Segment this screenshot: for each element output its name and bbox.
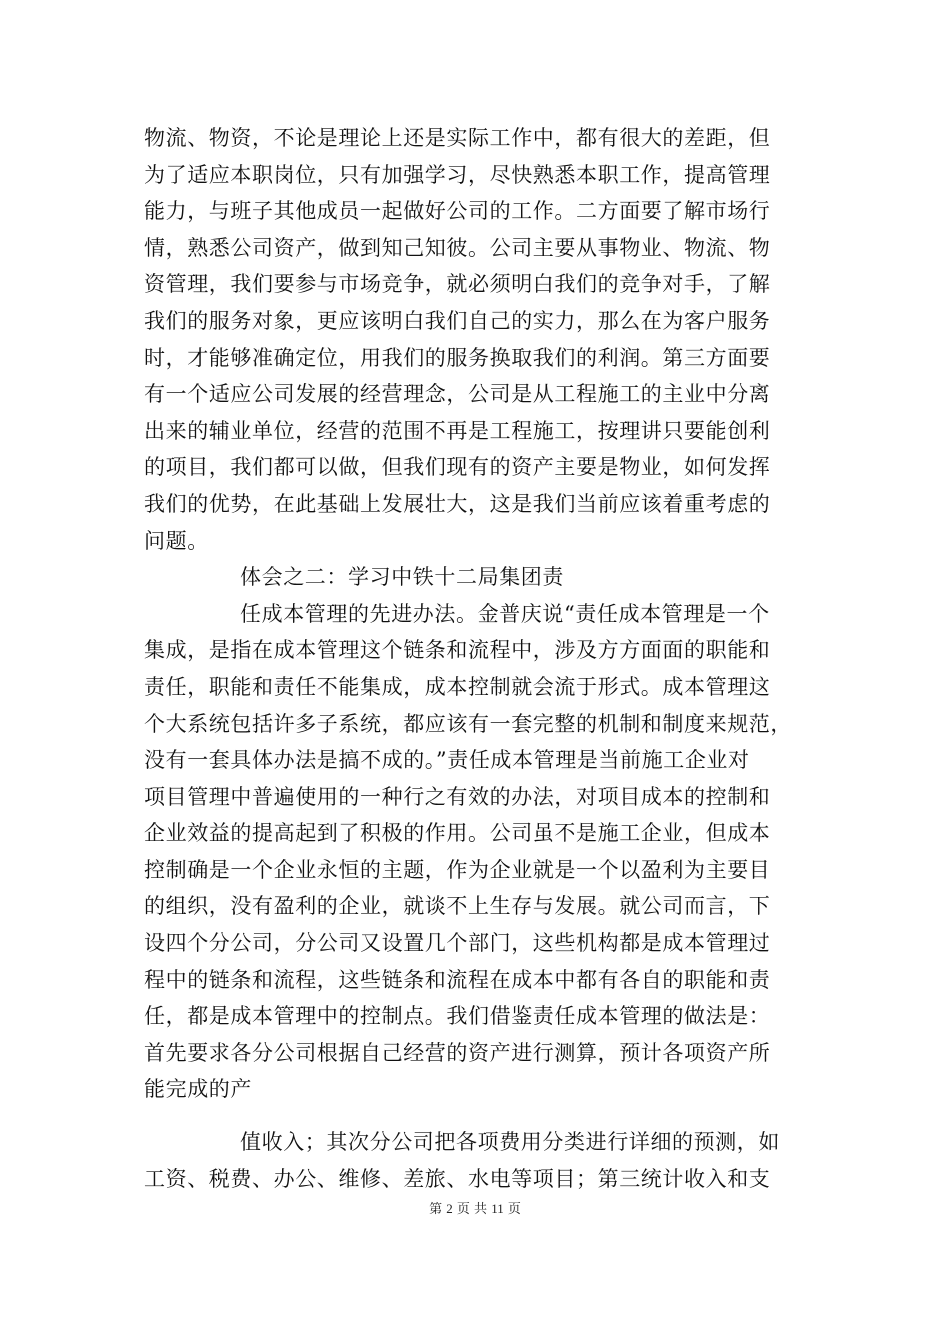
text-line: 责任，职能和责任不能集成，成本控制就会流于形式。成本管理这: [144, 674, 771, 699]
text-line: 情，熟悉公司资产，做到知己知彼。公司主要从事物业、物流、物: [144, 235, 771, 260]
text-line: 的组织，没有盈利的企业，就谈不上生存与发展。就公司而言，下: [144, 894, 771, 919]
section-heading: 体会之二：学习中铁十二局集团责: [240, 565, 564, 590]
text-line: 能力，与班子其他成员一起做好公司的工作。二方面要了解市场行: [144, 199, 771, 224]
text-line: 控制确是一个企业永恒的主题，作为企业就是一个以盈利为主要目: [144, 857, 771, 882]
text-line: 集成，是指在成本管理这个链条和流程中，涉及方方面面的职能和: [144, 638, 771, 663]
text-line: 个大系统包括许多子系统，都应该有一套完整的机制和制度来规范，: [144, 711, 792, 736]
paragraph-3: [144, 1124, 814, 1197]
text-line: 企业效益的提高起到了积极的作用。公司虽不是施工企业，但成本: [144, 821, 771, 846]
total-pages: 11: [491, 1201, 504, 1216]
text-line: 我们的优势，在此基础上发展壮大，这是我们当前应该着重考虑的: [144, 491, 771, 516]
text-line: 设四个分公司，分公司又设置几个部门，这些机构都是成本管理过: [144, 931, 771, 956]
text-line: 首先要求各分公司根据自己经营的资产进行测算，预计各项资产所: [144, 1040, 771, 1065]
text-line: 任成本管理的先进办法。金普庆说“责任成本管理是一个: [240, 601, 770, 626]
text-line: 工资、税费、办公、维修、差旅、水电等项目；第三统计收入和支: [144, 1166, 771, 1191]
text-line: 值收入；其次分公司把各项费用分类进行详细的预测，如: [240, 1130, 780, 1154]
text-line: 有一个适应公司发展的经营理念，公司是从工程施工的主业中分离: [144, 382, 771, 407]
text-line: 出来的辅业单位，经营的范围不再是工程施工，按理讲只要能创利: [144, 418, 771, 443]
text-line: 程中的链条和流程，这些链条和流程在成本中都有各自的职能和责: [144, 967, 771, 992]
footer-suffix: 页: [507, 1202, 521, 1217]
text-line: 任，都是成本管理中的控制点。我们借鉴责任成本管理的做法是：: [144, 1004, 771, 1029]
paragraph-1: [144, 120, 814, 1108]
text-line: 我们的服务对象，更应该明白我们自己的实力，那么在为客户服务: [144, 308, 771, 333]
text-line: 时，才能够准确定位，用我们的服务换取我们的利润。第三方面要: [144, 345, 771, 370]
text-line: 问题。: [144, 528, 209, 553]
text-line: 能完成的产: [144, 1077, 252, 1102]
text-line: 资管理，我们要参与市场竞争，就必须明白我们的竞争对手，了解: [144, 272, 771, 297]
footer-middle: 页 共: [456, 1202, 488, 1217]
text-line: 没有一套具体办法是搞不成的。”责任成本管理是当前施工企业对: [144, 748, 750, 773]
page-number: 2: [446, 1201, 453, 1216]
page-footer: [0, 1198, 950, 1217]
footer-prefix: 第: [429, 1202, 443, 1217]
text-line: 物流、物资，不论是理论上还是实际工作中，都有很大的差距，但: [144, 126, 771, 150]
text-line: 的项目，我们都可以做，但我们现有的资产主要是物业，如何发挥: [144, 455, 771, 480]
text-line: 为了适应本职岗位，只有加强学习，尽快熟悉本职工作，提高管理: [144, 162, 771, 187]
text-line: 项目管理中普遍使用的一种行之有效的办法，对项目成本的控制和: [144, 784, 771, 809]
